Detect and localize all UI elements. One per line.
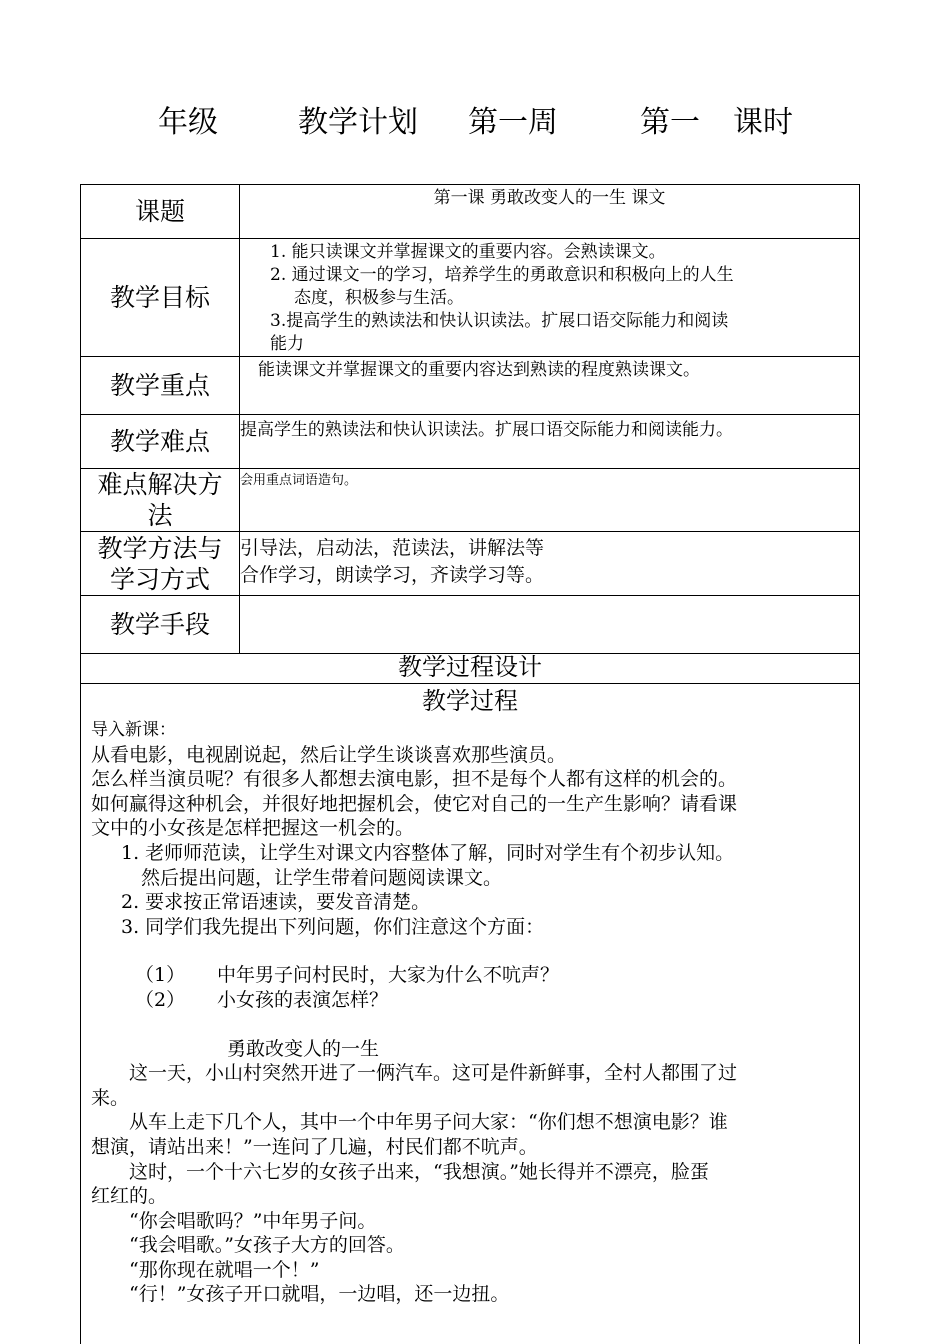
question-1: [91, 963, 859, 988]
story-paragraph-cont: 想演，请站出来！”一连问了几遍，村民们都不吭声。: [91, 1135, 538, 1158]
intro-line: 怎么样当演员呢？有很多人都想去演电影，担不是每个人都有这样的机会的。: [91, 768, 738, 791]
topic-value: 第一课 勇敢改变人的一生 课文: [240, 185, 860, 239]
row-objectives: [81, 239, 860, 357]
question-text: 小女孩的表演怎样？: [217, 988, 389, 1011]
difficulties-value: 提高学生的熟读法和快认识读法。扩展口语交际能力和阅读能力。: [240, 415, 860, 469]
story-paragraph: 这一天，小山村突然开进了一俩汽车。这可是件新鲜事，全村人都围了过: [129, 1062, 738, 1085]
objective-item: 能力: [270, 334, 304, 354]
key-points-value: 能读课文并掌握课文的重要内容达到熟读的程度熟读课文。: [240, 357, 860, 415]
story-paragraph-cont: 来。: [91, 1086, 130, 1109]
objective-item: 3.提高学生的熟读法和快认识读法。扩展口语交际能力和阅读: [270, 311, 729, 331]
methods-line2: 合作学习，朗读学习，齐读学习等。: [240, 564, 545, 586]
story-paragraph-cont: 红红的。: [91, 1185, 168, 1208]
question-number: （1）: [135, 964, 186, 987]
methods-label: [81, 532, 240, 596]
question-2: [91, 988, 859, 1013]
topic-label: 课题: [81, 185, 240, 239]
methods-value: [240, 532, 860, 596]
difficulties-label: 教学难点: [81, 415, 240, 469]
objective-item: 1. 能只读课文并掌握课文的重要内容。会熟读课文。: [270, 242, 666, 262]
step-2: 2. 要求按正常语速读，要发音清楚。: [121, 891, 431, 914]
key-points-label: 教学重点: [81, 357, 240, 415]
header-period: 课时: [733, 105, 793, 140]
row-difficulties: [81, 415, 860, 469]
solution-label-line2: 法: [147, 501, 173, 530]
question-number: （2）: [135, 988, 186, 1011]
step-3: 3. 同学们我先提出下列问题，你们注意这个方面：: [121, 915, 545, 938]
solution-value: 会用重点词语造句。: [240, 469, 860, 532]
process-cell: [81, 684, 860, 1344]
story-paragraph: “行！”女孩子开口就唱，一边唱，还一边扭。: [129, 1283, 510, 1306]
question-text: 中年男子问村民时，大家为什么不吭声？: [217, 964, 560, 987]
header-plan: 教学计划: [298, 105, 418, 140]
story-paragraph: “我会唱歌。”女孩子大方的回答。: [129, 1234, 405, 1257]
intro-line: 从看电影，电视剧说起，然后让学生谈谈喜欢那些演员。: [91, 743, 567, 766]
intro-line: 如何赢得这种机会，并很好地把握机会，使它对自己的一生产生影响？请看课: [91, 792, 738, 815]
means-value: [240, 596, 860, 654]
header-lesson-number: 第一: [640, 105, 700, 140]
intro-line: 文中的小女孩是怎样把握这一机会的。: [91, 817, 415, 840]
row-design-title: [81, 654, 860, 684]
row-solution: [81, 469, 860, 532]
row-topic: [81, 185, 860, 239]
header-week: 第一周: [468, 105, 558, 140]
process-body: [81, 718, 859, 1307]
story-title: 勇敢改变人的一生: [227, 1037, 380, 1060]
methods-label-line2: 学习方式: [109, 564, 210, 594]
design-title: 教学过程设计: [81, 654, 860, 684]
story-paragraph: 这时，一个十六七岁的女孩子出来，“我想演。”她长得并不漂亮，脸蛋: [129, 1160, 709, 1183]
methods-label-line1: 教学方法与: [97, 533, 223, 563]
story-paragraph: “你会唱歌吗？”中年男子问。: [129, 1209, 377, 1232]
intro-label: 导入新课：: [91, 720, 176, 740]
solution-label-line1: 难点解决方: [97, 470, 223, 499]
story-paragraph: “那你现在就唱一个！”: [129, 1258, 320, 1281]
objectives-value: [240, 239, 860, 357]
means-label: 教学手段: [81, 596, 240, 654]
process-title: 教学过程: [422, 687, 518, 715]
row-methods: [81, 532, 860, 596]
page-header: [0, 103, 950, 143]
objective-item: 2. 通过课文一的学习，培养学生的勇敢意识和积极向上的人生: [270, 265, 734, 285]
lesson-plan-table: [80, 184, 860, 1344]
row-means: [81, 596, 860, 654]
solution-label: [81, 469, 240, 532]
row-process: [81, 684, 860, 1344]
row-key-points: [81, 357, 860, 415]
objective-item: 态度，积极参与生活。: [294, 288, 464, 308]
header-grade: 年级: [158, 105, 218, 140]
story-paragraph: 从车上走下几个人，其中一个中年男子问大家：“你们想不想演电影？谁: [129, 1111, 728, 1134]
objectives-label: 教学目标: [81, 239, 240, 357]
step-1: 1. 老师师范读，让学生对课文内容整体了解，同时对学生有个初步认知。: [121, 841, 735, 864]
step-1-cont: 然后提出问题，让学生带着问题阅读课文。: [141, 866, 503, 889]
methods-line1: 引导法，启动法，范读法，讲解法等: [240, 537, 545, 559]
